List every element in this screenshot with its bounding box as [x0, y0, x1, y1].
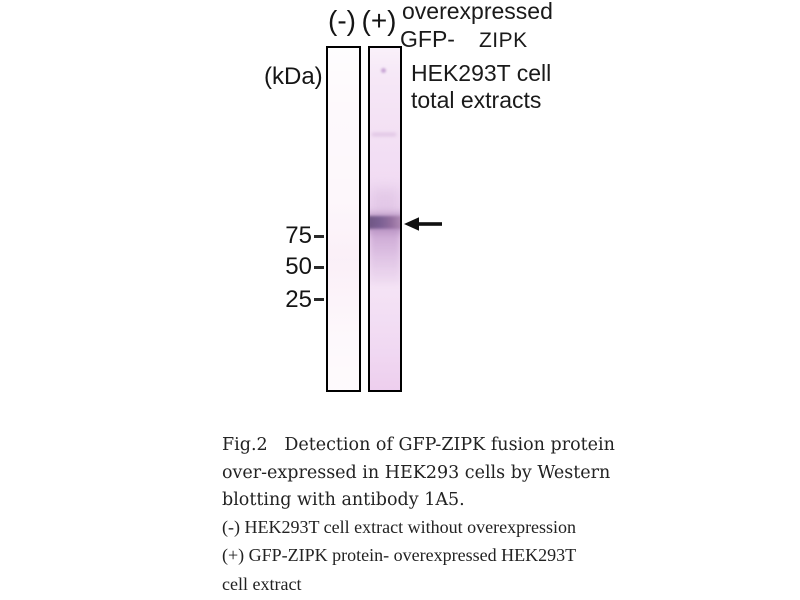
overexpressed-label: overexpressed — [402, 0, 553, 24]
mw-tick-50 — [314, 266, 324, 269]
caption-legend-line-2: (+) GFP-ZIPK protein- overexpressed HEK293T — [222, 545, 577, 565]
mw-tick-25 — [314, 298, 324, 301]
caption-fig-line-2: over-expressed in HEK293 cells by Western — [222, 463, 611, 483]
caption-fig-line-3: blotting with antibody 1A5. — [222, 490, 465, 510]
lane-negative — [326, 46, 361, 392]
sample-description — [411, 60, 551, 114]
caption-legend-line-3: cell extract — [222, 574, 302, 594]
mw-marker-50: 50 — [285, 253, 312, 280]
mw-marker-25: 25 — [285, 286, 312, 313]
gfp-label: GFP- — [400, 26, 455, 52]
mw-tick-75 — [314, 235, 324, 238]
zipk-label: ZIPK — [478, 29, 528, 52]
caption-fig-line-1: Fig.2 Detection of GFP-ZIPK fusion protein — [222, 435, 615, 455]
band-pointer — [403, 215, 443, 233]
arrow-left-icon — [403, 215, 443, 233]
kda-unit-label: (kDa) — [264, 63, 323, 90]
lane-positive — [368, 46, 402, 392]
sample-line-1: HEK293T cell — [411, 60, 552, 86]
band-haze — [370, 188, 400, 218]
faint-spot — [381, 68, 386, 73]
faint-smear — [372, 133, 396, 136]
lane-negative-label: (-) — [328, 5, 356, 36]
lane-positive-label: (+) — [361, 5, 397, 36]
caption-legend-line-1: (-) HEK293T cell extract without overexpression — [222, 517, 577, 537]
sample-line-2: total extracts — [411, 87, 542, 113]
protein-band — [368, 216, 402, 229]
mw-marker-75: 75 — [285, 222, 312, 249]
band-trailing-shade — [370, 229, 400, 284]
gfp-zipk-label — [400, 25, 528, 55]
